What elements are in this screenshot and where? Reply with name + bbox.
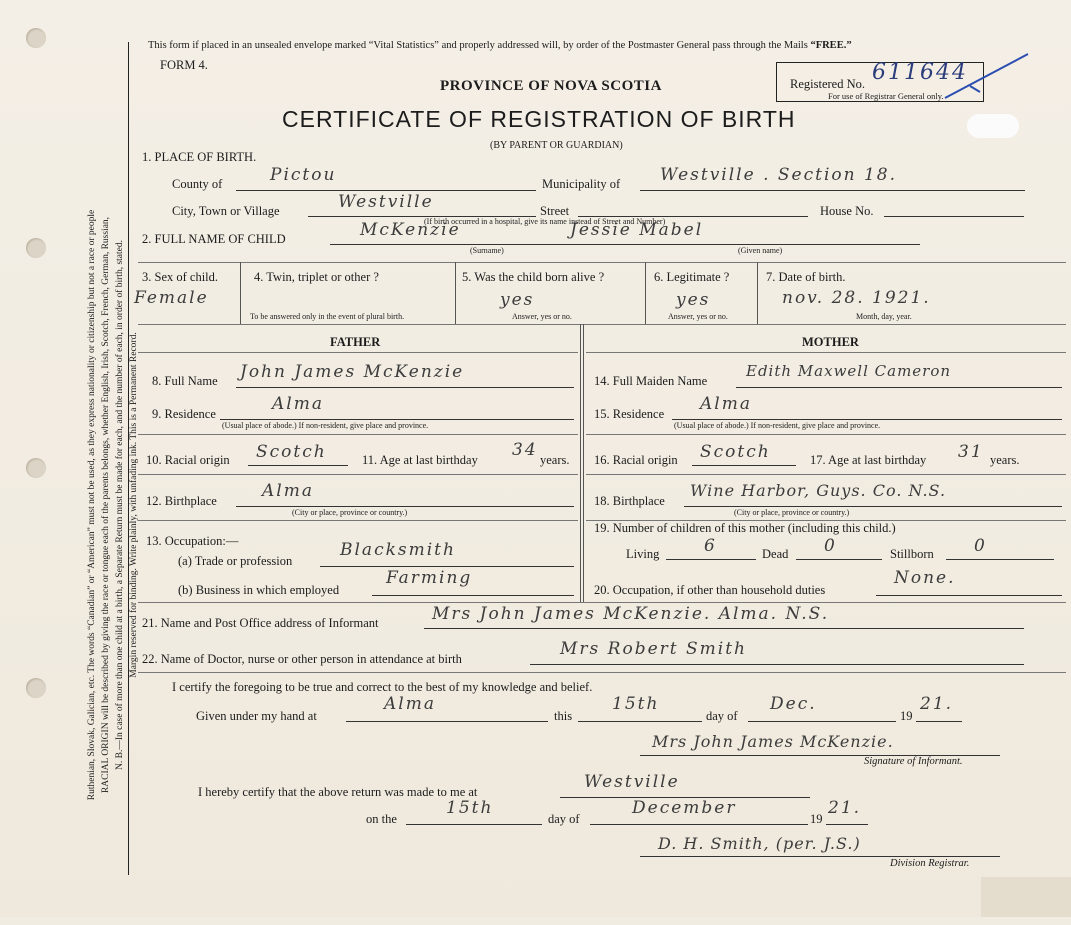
row-divider <box>138 520 578 521</box>
row-divider <box>138 352 578 353</box>
given-under-hand-label: Given under my hand at <box>196 709 317 723</box>
parents-divider <box>580 324 581 602</box>
date-of-birth-label: 7. Date of birth. <box>766 270 846 284</box>
child-surname-value: McKenzie <box>360 220 461 240</box>
mother-residence-label: 15. Residence <box>594 407 665 421</box>
father-trade-line <box>320 566 574 567</box>
mother-age-label: 17. Age at last birthday <box>810 453 927 467</box>
street-label: Street <box>540 204 570 218</box>
child-given-value: Jessie Mabel <box>570 220 704 240</box>
this-label: this <box>554 709 573 723</box>
informant-line <box>424 628 1024 629</box>
doctor-line <box>530 664 1024 665</box>
mother-birthplace-value: Wine Harbor, Guys. Co. N.S. <box>690 481 947 500</box>
legitimate-note: Answer, yes or no. <box>668 312 728 321</box>
informant-value: Mrs John James McKenzie. Alma. N.S. <box>432 604 830 624</box>
legitimate-value: yes <box>676 290 711 310</box>
margin-note-line: RACIAL ORIGIN will be described by giving the race or tongue each of the parents belongs, whether English, Irish, Scotch, French, German, Russian, <box>101 216 111 794</box>
parents-divider <box>583 324 584 602</box>
certify-statement: I certify the foregoing to be true and correct to the best of my knowledge and belief. <box>172 680 593 694</box>
certificate-subtitle: (BY PARENT OR GUARDIAN) <box>490 140 623 151</box>
stillborn-value: 0 <box>974 536 987 556</box>
municipality-line <box>640 190 1025 191</box>
month-line <box>748 721 896 722</box>
given-place-line <box>346 721 548 722</box>
father-occupation-label: 13. Occupation:— <box>146 534 239 548</box>
torn-corner <box>981 877 1071 917</box>
child-name-line <box>330 244 920 245</box>
father-residence-line <box>220 419 574 420</box>
father-age-value: 34 <box>512 440 538 460</box>
municipality-label: Municipality of <box>542 177 621 191</box>
father-residence-note: (Usual place of abode.) If non-resident, give place and province. <box>222 421 429 430</box>
dead-value: 0 <box>824 536 837 556</box>
father-residence-label: 9. Residence <box>152 407 216 421</box>
house-number-line <box>884 216 1024 217</box>
municipality-value: Westville . Section 18. <box>660 165 898 185</box>
registrar-place-value: Westville <box>584 772 680 792</box>
postal-notice-text: This form if placed in an unsealed envelope marked “Vital Statistics” and properly addressed will, by order of the Postmaster General pass through the Mails <box>148 40 808 51</box>
surname-caption: (Surname) <box>470 246 504 255</box>
city-label: City, Town or Village <box>172 204 280 218</box>
left-frame-line <box>128 42 129 875</box>
father-birthplace-value: Alma <box>262 481 314 501</box>
father-age-label: 11. Age at last birthday <box>362 453 478 467</box>
living-line <box>666 559 756 560</box>
mother-years-label: years. <box>990 453 1020 467</box>
this-day-value: 15th <box>612 694 660 714</box>
mother-birthplace-note: (City or place, province or country.) <box>734 508 850 517</box>
mother-children-label: 19. Number of children of this mother (including this child.) <box>594 521 896 535</box>
dead-label: Dead <box>762 547 789 561</box>
father-name-label: 8. Full Name <box>152 374 218 388</box>
date-of-birth-note: Month, day, year. <box>856 312 912 321</box>
mother-age-value: 31 <box>958 442 984 462</box>
twin-note: To be answered only in the event of plural birth. <box>250 312 405 321</box>
registrar-signature-line <box>640 856 1000 857</box>
house-number-label: House No. <box>820 204 874 218</box>
father-racial-label: 10. Racial origin <box>146 453 230 467</box>
margin-note-line: Margin reserved for binding. Write plainly, with unfading ink. This is a Permanent Record. <box>129 332 139 678</box>
binding-hole <box>26 28 46 48</box>
month-value: Dec. <box>770 694 817 714</box>
mother-residence-line <box>672 419 1062 420</box>
sex-value: Female <box>134 288 209 308</box>
registered-number: 611644 <box>872 60 968 85</box>
county-line <box>236 190 536 191</box>
registrar-month-line <box>590 824 808 825</box>
father-racial-value: Scotch <box>256 442 327 462</box>
given-place-value: Alma <box>384 694 436 714</box>
place-of-birth-label: 1. PLACE OF BIRTH. <box>142 150 257 164</box>
stillborn-line <box>946 559 1054 560</box>
doctor-value: Mrs Robert Smith <box>560 639 747 659</box>
father-trade-value: Blacksmith <box>340 540 456 560</box>
stillborn-label: Stillborn <box>890 547 934 561</box>
informant-signature: Mrs John James McKenzie. <box>652 732 894 751</box>
mother-residence-note: (Usual place of abode.) If non-resident, give place and province. <box>674 421 881 430</box>
column-divider <box>455 262 456 324</box>
hospital-note: (If birth occurred in a hospital, give its name instead of Street and Number) <box>424 217 666 226</box>
margin-note-line: N. B.—In case of more than one child at a birth, a Separate Return must be made for each, and the number of each, in order of birth, stated. <box>115 240 125 770</box>
registrar-day-line <box>406 824 542 825</box>
father-racial-line <box>248 465 348 466</box>
registrar-signature: D. H. Smith, (per. J.S.) <box>658 834 861 853</box>
mother-occupation-line <box>876 595 1062 596</box>
registrar-year-prefix: 19 <box>810 812 823 826</box>
city-value: Westville <box>338 192 434 212</box>
mother-birthplace-line <box>684 506 1062 507</box>
registrar-year-value: 21. <box>828 798 862 818</box>
mother-name-line <box>736 387 1062 388</box>
day-of-label: day of <box>706 709 738 723</box>
row-divider <box>138 672 1066 673</box>
father-business-value: Farming <box>386 568 473 588</box>
on-the-label: on the <box>366 812 397 826</box>
mother-occupation-value: None. <box>894 568 956 588</box>
county-value: Pictou <box>270 165 337 185</box>
given-caption: (Given name) <box>738 246 783 255</box>
row-divider <box>138 434 578 435</box>
living-label: Living <box>626 547 660 561</box>
margin-note-line: Ruthenian, Slovak, Galician, etc. The words “Canadian” or “American” must not be used, as they express nationality or citizenship but not a race or people <box>87 209 97 801</box>
father-name-line <box>236 387 574 388</box>
row-divider <box>138 324 1066 325</box>
row-divider <box>586 474 1066 475</box>
born-alive-label: 5. Was the child born alive ? <box>462 270 605 284</box>
father-trade-label: (a) Trade or profession <box>178 554 293 568</box>
father-business-line <box>372 595 574 596</box>
signature-caption: Signature of Informant. <box>864 756 963 767</box>
this-line <box>578 721 702 722</box>
certificate-title: CERTIFICATE OF REGISTRATION OF BIRTH <box>282 106 796 132</box>
legitimate-label: 6. Legitimate ? <box>654 270 730 284</box>
row-divider <box>586 434 1066 435</box>
sex-label: 3. Sex of child. <box>142 270 219 284</box>
doctor-label: 22. Name of Doctor, nurse or other person in attendance at birth <box>142 652 462 666</box>
mother-racial-value: Scotch <box>700 442 771 462</box>
column-divider <box>757 262 758 324</box>
twin-label: 4. Twin, triplet or other ? <box>254 270 379 284</box>
father-residence-value: Alma <box>272 394 324 414</box>
dead-line <box>796 559 882 560</box>
father-birthplace-label: 12. Birthplace <box>146 494 217 508</box>
registrar-caption: Division Registrar. <box>890 858 970 869</box>
mother-birthplace-label: 18. Birthplace <box>594 494 665 508</box>
father-birthplace-note: (City or place, province or country.) <box>292 508 408 517</box>
registrar-year-line <box>826 824 868 825</box>
registrar-day-value: 15th <box>446 798 494 818</box>
binding-hole <box>26 238 46 258</box>
check-mark-icon <box>940 46 1040 106</box>
row-divider <box>586 352 1066 353</box>
registrar-day-of-label: day of <box>548 812 580 826</box>
binding-hole <box>26 458 46 478</box>
living-value: 6 <box>704 536 717 556</box>
row-divider <box>138 262 1066 263</box>
mother-heading: MOTHER <box>802 335 859 349</box>
father-heading: FATHER <box>330 335 381 349</box>
margin-notes <box>85 85 155 925</box>
county-label: County of <box>172 177 223 191</box>
father-business-label: (b) Business in which employed <box>178 583 340 597</box>
mother-name-label: 14. Full Maiden Name <box>594 374 708 388</box>
informant-label: 21. Name and Post Office address of Informant <box>142 616 379 630</box>
year-prefix: 19 <box>900 709 913 723</box>
column-divider <box>240 262 241 324</box>
row-divider <box>138 474 578 475</box>
free-mark: “FREE.” <box>810 40 852 51</box>
registrar-statement: I hereby certify that the above return was made to me at <box>198 785 478 799</box>
date-of-birth-value: nov. 28. 1921. <box>782 288 931 308</box>
father-birthplace-line <box>236 506 574 507</box>
born-alive-value: yes <box>500 290 535 310</box>
registered-label: Registered No. <box>790 77 865 91</box>
child-name-label: 2. FULL NAME OF CHILD <box>142 232 286 246</box>
column-divider <box>645 262 646 324</box>
postal-notice <box>148 40 852 51</box>
row-divider <box>138 602 1066 603</box>
form-number: FORM 4. <box>160 58 208 72</box>
binding-hole <box>26 678 46 698</box>
born-alive-note: Answer, yes or no. <box>512 312 572 321</box>
mother-name-value: Edith Maxwell Cameron <box>746 362 952 380</box>
registrar-month-value: December <box>632 798 737 818</box>
mother-occupation-label: 20. Occupation, if other than household duties <box>594 583 826 597</box>
registrar-only-note: For use of Registrar General only. <box>828 91 944 101</box>
year-line <box>916 721 962 722</box>
paper-seal <box>967 114 1019 138</box>
mother-residence-value: Alma <box>700 394 752 414</box>
province-heading: PROVINCE OF NOVA SCOTIA <box>440 78 662 94</box>
father-years-label: years. <box>540 453 570 467</box>
father-name-value: John James McKenzie <box>240 362 465 382</box>
year-value: 21. <box>920 694 954 714</box>
mother-racial-label: 16. Racial origin <box>594 453 678 467</box>
mother-racial-line <box>692 465 796 466</box>
